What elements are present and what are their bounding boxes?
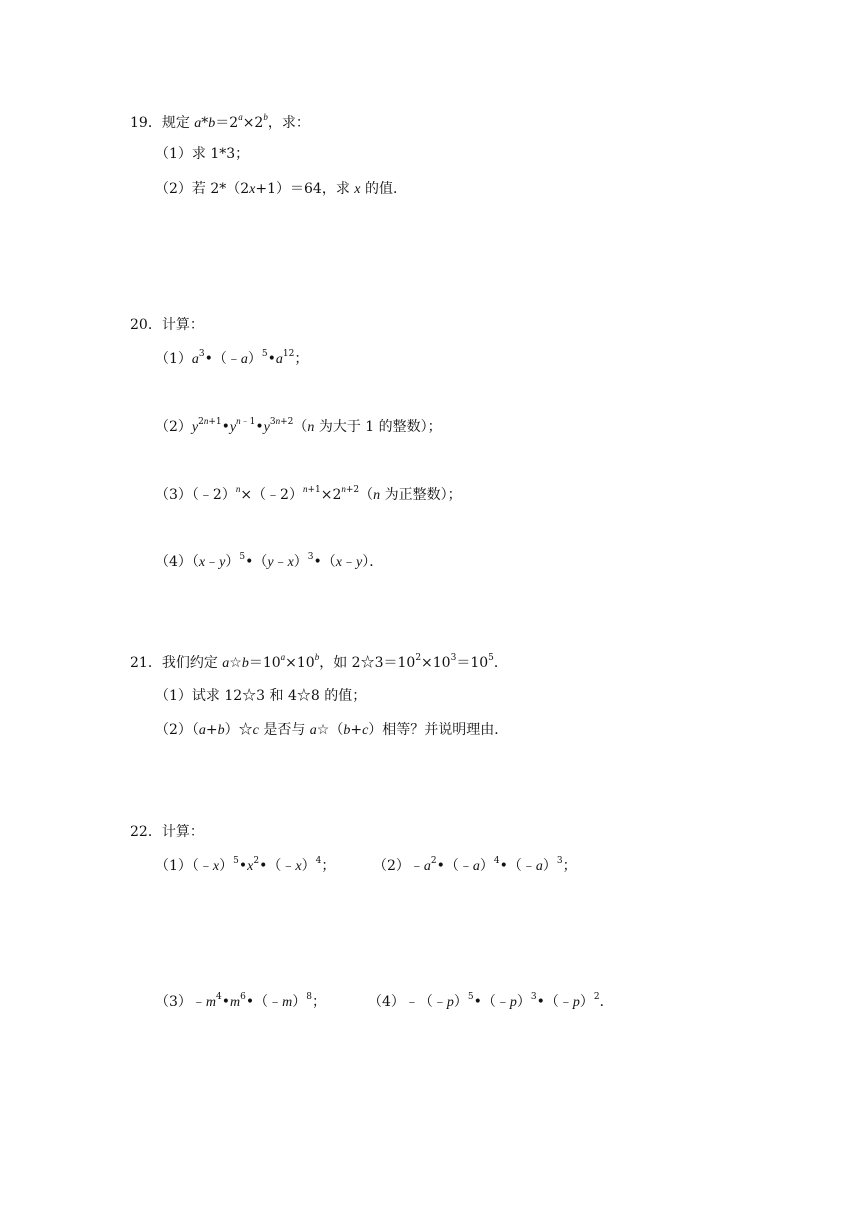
q22-number: 22． xyxy=(130,824,162,840)
q19-part2: （2）若 2*（2x+1）＝64，求 x 的值． xyxy=(155,181,407,197)
q20-part3: $(3)(﹣2)^n\times(﹣2)^{n+1}\times 2^{n+2}(n$ 为正整数）； xyxy=(155,484,462,503)
q19-stem: 19．规定 $a*b=2^a\times 2^b$，求： xyxy=(130,112,310,131)
q21-part2: （2）（a+b）☆c 是否与 a☆（b+c）相等？并说明理由． xyxy=(155,722,509,738)
q20-part2: $(2)y^{2n+1}•y^{n﹣1}•y^{3n+2}(n$ 为大于 1 的整数）； xyxy=(155,416,442,435)
q20-part1: $(1)a^3•(﹣a)^5•a^{12}$； xyxy=(155,349,309,367)
q22-part3: $(3)﹣m^4•m^6•(﹣m)^8$； xyxy=(155,992,327,1010)
q21-stem: 21．我们约定 $a☆b=10^a\times 10^b$，如 $2☆3=10^2\times 10^3=10^5$． xyxy=(130,652,508,671)
q22-part4: （4）﹣（﹣p）$^5$•（﹣p）$^3$•（﹣p）$^2$． xyxy=(368,992,614,1010)
q20-part4: （4）（x﹣y）$^5$•（y﹣x）$^3$•（x﹣y）． xyxy=(155,552,384,570)
q20-number: 20． xyxy=(130,317,162,333)
q22-part1: $(1)(﹣x)^5•x^2•(﹣x)^4$； xyxy=(155,856,336,874)
q19-number: 19． xyxy=(130,115,162,131)
q22-stem: 22．计算： xyxy=(130,824,204,840)
q21-number: 21． xyxy=(130,655,162,671)
q21-part1: （1）试求 12☆3 和 4☆8 的值； xyxy=(155,688,367,704)
q22-part2: $(2)﹣a^2•(﹣a)^4•(﹣a)^3$； xyxy=(373,856,577,874)
q19-part1: （1）求 1*3； xyxy=(155,146,250,162)
q20-stem: 20．计算： xyxy=(130,317,204,333)
